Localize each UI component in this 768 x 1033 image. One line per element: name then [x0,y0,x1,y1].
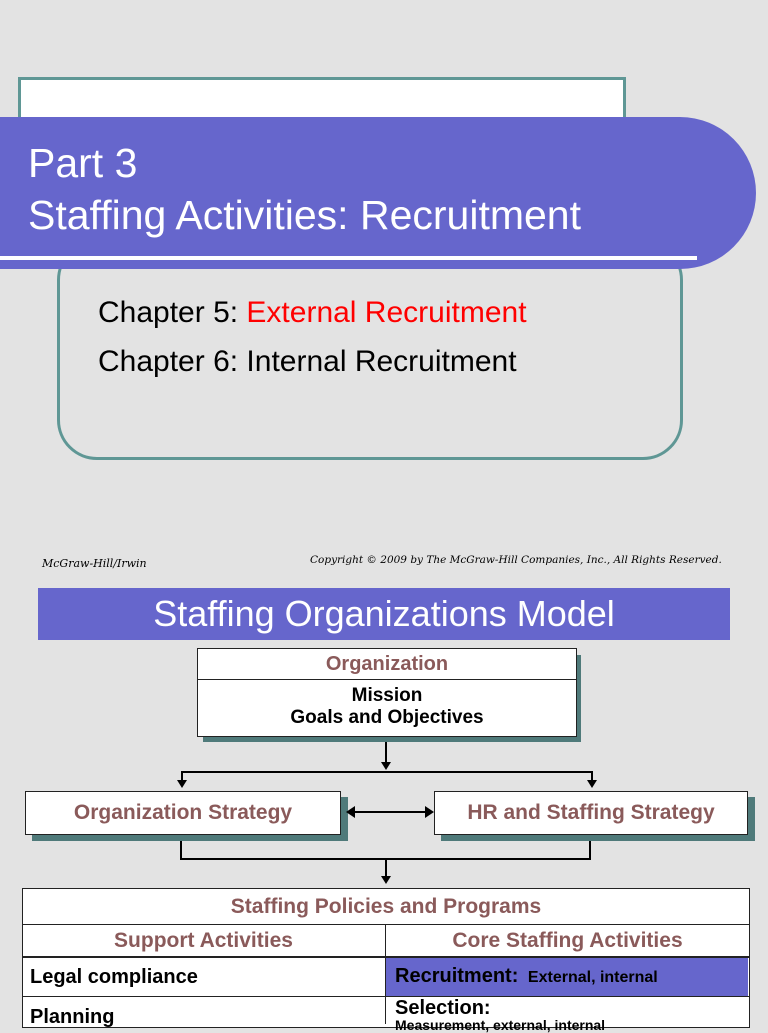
arrow-down-icon [381,762,391,770]
organization-header-box [197,648,577,680]
chapter-6-name: Internal Recruitment [246,345,517,378]
table-divider [22,924,750,925]
arrow-down-icon [587,780,597,788]
connector-policies-down [385,858,387,878]
goals-label: Goals and Objectives [290,707,484,728]
org-strategy-box [25,791,341,835]
support-activities-header: Support Activities [114,929,293,952]
chapter-5-prefix: Chapter 5: [98,296,247,329]
support-item-planning: Planning [30,1006,115,1028]
hr-strategy-label: HR and Staffing Strategy [467,801,715,824]
chapter-5-line [98,296,527,330]
chapter-6-line [98,345,517,379]
organization-header: Organization [325,653,449,675]
core-activities-header: Core Staffing Activities [452,929,683,952]
arrow-left-icon [346,806,355,818]
banner-underline [0,256,697,260]
section-title: Staffing Activities: Recruitment [28,192,581,238]
connector-split [181,771,593,773]
copyright-notice: Copyright © 2009 by The McGraw-Hill Companies, Inc., All Rights Reserved. [310,554,722,566]
chapter-6-prefix: Chapter 6: [98,345,247,378]
recruitment-row [395,965,658,988]
org-strategy-label: Organization Strategy [73,801,293,824]
selection-detail: Measurement, external, internal [395,1017,606,1033]
double-arrow-line [354,811,426,813]
part-title: Part 3 [28,140,138,186]
arrow-down-icon [177,780,187,788]
arrow-right-icon [425,806,434,818]
policies-header: Staffing Policies and Programs [230,895,542,918]
recruitment-label: Recruitment: [395,965,519,987]
recruitment-detail: External, internal [527,969,658,986]
selection-label: Selection: [395,997,491,1019]
publisher-label: McGraw-Hill/Irwin [42,557,147,570]
chapter-5-name: External Recruitment [246,296,527,329]
connector-org-down [385,742,387,764]
mission-label: Mission [351,685,423,706]
arrow-down-icon [381,876,391,884]
table-divider [22,996,750,997]
model-title: Staffing Organizations Model [38,588,730,640]
hr-strategy-box [434,791,748,835]
support-item-legal: Legal compliance [30,966,198,988]
organization-body-box [197,679,577,737]
